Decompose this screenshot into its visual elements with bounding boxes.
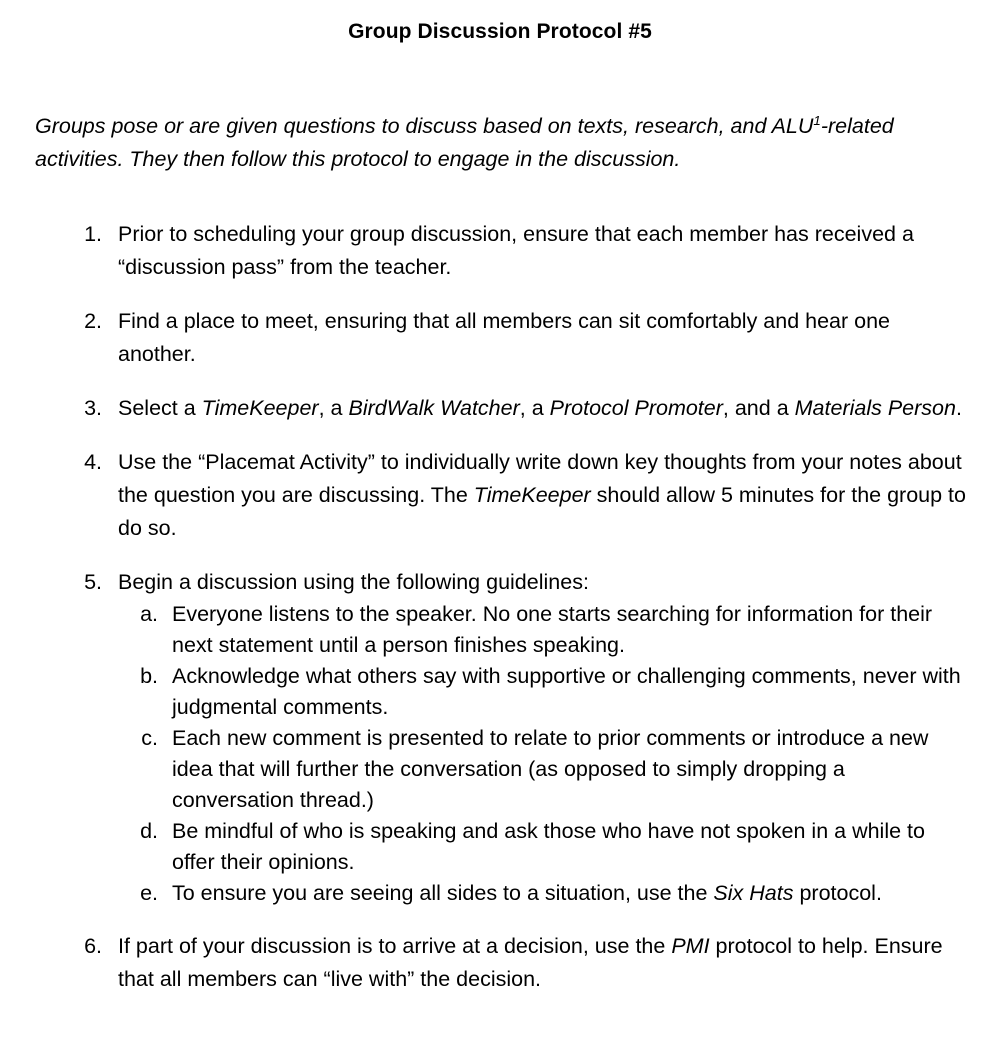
- protocol-step-1: [108, 218, 970, 284]
- step-text-segment: , a: [519, 396, 550, 420]
- protocol-substeps-list: [118, 599, 970, 909]
- role-name-protocol-promoter: Protocol Promoter: [549, 396, 723, 420]
- step-text-segment: should allow 5 minutes for the group to do so.: [118, 483, 966, 540]
- protocol-step-5: [108, 566, 970, 909]
- substep-text: [172, 881, 882, 905]
- step-text: 2. Find a place to meet, ensuring that all members can sit comfortably and hear one another.: [118, 309, 891, 366]
- step-text: 5. Begin a discussion using the following guidelines:: [118, 570, 589, 594]
- step-text: [118, 930, 970, 996]
- protocol-substep-a: [164, 599, 970, 661]
- step-text-segment: , a: [318, 396, 349, 420]
- step-text: [118, 392, 970, 425]
- protocol-name-six-hats: Six Hats: [713, 881, 794, 905]
- protocol-step-3: [108, 392, 970, 425]
- step-text-segment: Use the “Placemat Activity” to individually write down key thoughts from your notes about the question you are discussing. The: [118, 450, 962, 507]
- role-name-timekeeper: TimeKeeper: [473, 483, 591, 507]
- protocol-step-6: [108, 930, 970, 996]
- protocol-substep-b: [164, 661, 970, 723]
- intro-paragraph: [35, 110, 935, 176]
- footnote-marker: 1: [813, 112, 821, 128]
- step-text-segment: protocol to help. Ensure that all members can “live with” the decision.: [118, 934, 943, 991]
- role-name-birdwalk-watcher: BirdWalk Watcher: [348, 396, 520, 420]
- protocol-substep-c: [164, 723, 970, 816]
- intro-text-part2: -related activities. They then follow this protocol to engage in the discussion.: [35, 114, 894, 171]
- substep-text: Everyone listens to the speaker. No one starts searching for information for their next statement until a person finishes speaking.: [172, 602, 933, 657]
- step-text-segment: , and a: [722, 396, 795, 420]
- intro-text-part1: Groups pose or are given questions to discuss based on texts, research, and ALU: [35, 114, 814, 138]
- step-text-segment: Select a: [118, 396, 202, 420]
- substep-text: Acknowledge what others say with supportive or challenging comments, never with judgmental comments.: [172, 664, 961, 719]
- protocol-steps-list: [30, 218, 970, 996]
- role-name-timekeeper: TimeKeeper: [201, 396, 319, 420]
- protocol-substep-d: [164, 816, 970, 878]
- step-text: 1. Prior to scheduling your group discussion, ensure that each member has received a “discussion pass” from the teacher.: [118, 222, 914, 279]
- substep-text-segment: protocol.: [793, 881, 882, 905]
- protocol-step-4: [108, 446, 970, 545]
- substep-text: Be mindful of who is speaking and ask those who have not spoken in a while to offer their opinions.: [172, 819, 925, 874]
- role-name-materials-person: Materials Person: [794, 396, 956, 420]
- substep-text-segment: To ensure you are seeing all sides to a situation, use the: [172, 881, 714, 905]
- substep-text: Each new comment is presented to relate to prior comments or introduce a new idea that will further the conversation (as opposed to simply dropping a conversation thread.): [172, 726, 929, 812]
- step-text-segment: If part of your discussion is to arrive at a decision, use the: [118, 934, 672, 958]
- page-title: Group Discussion Protocol #5: [348, 20, 652, 43]
- protocol-substep-e: [164, 878, 970, 909]
- protocol-name-pmi: PMI: [671, 934, 710, 958]
- protocol-step-2: [108, 305, 970, 371]
- step-text-segment: .: [955, 396, 962, 420]
- step-text: [118, 446, 970, 545]
